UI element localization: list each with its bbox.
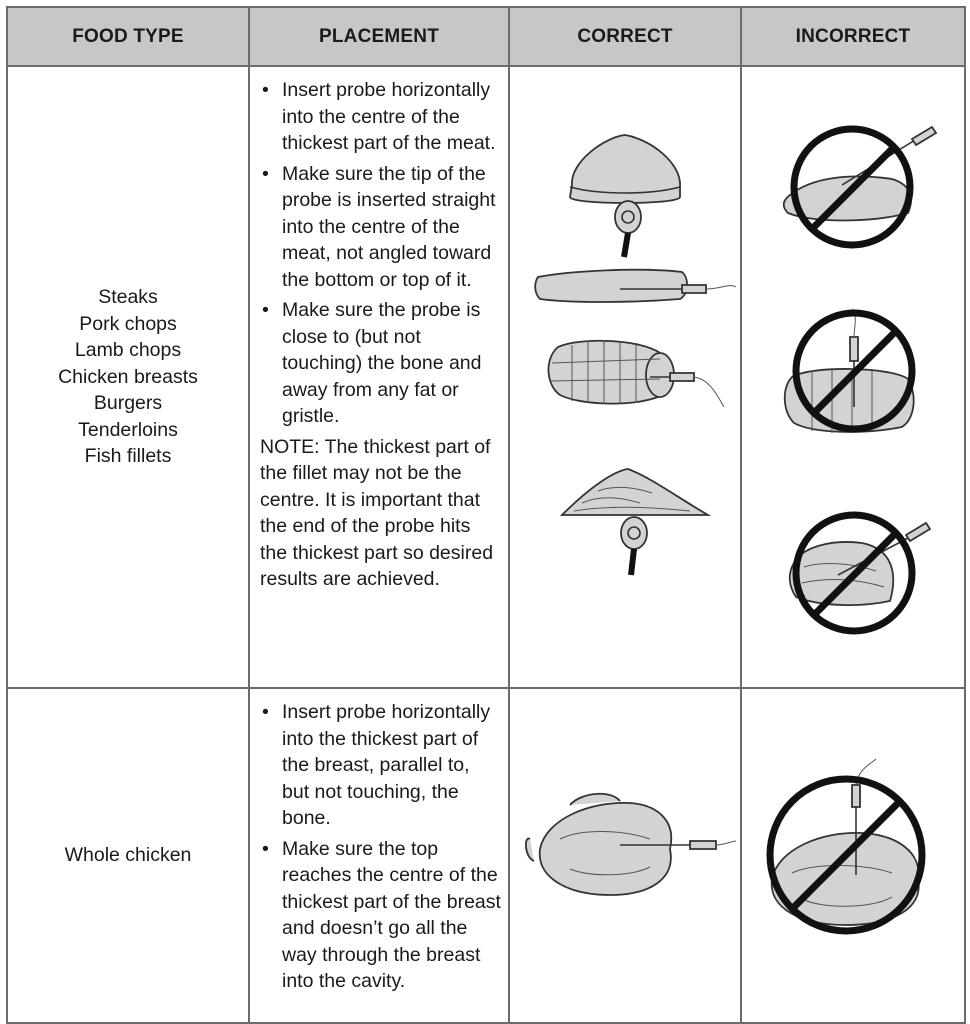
food-type-cell	[7, 688, 249, 1023]
steak-probe-side-icon	[535, 270, 736, 302]
tenderloin-probe-icon	[548, 340, 724, 407]
fillet-wrong-prohibited-icon	[790, 515, 930, 631]
placement-cell	[249, 688, 509, 1023]
correct-cell	[509, 66, 741, 688]
food-item: Tenderloins	[78, 418, 178, 441]
table-row	[7, 66, 965, 688]
placement-bullet: • Make sure the probe is close to (but not touching) the bone and away from any fat or gristle.	[260, 297, 502, 430]
correct-cell	[509, 688, 741, 1023]
fish-fillet-probe-icon	[562, 469, 708, 575]
placement-bullet: • Insert probe horizontally into the thickest part of the breast, parallel to, but not touching, the bone.	[260, 699, 502, 832]
food-item: Steaks	[98, 286, 158, 309]
placement-bullet: • Insert probe horizontally into the centre of the thickest part of the meat.	[260, 77, 502, 157]
header-row	[7, 7, 965, 66]
probe-placement-table	[6, 6, 966, 1024]
food-item: Chicken breasts	[58, 365, 198, 388]
placement-list	[260, 77, 502, 430]
table-row	[7, 688, 965, 1023]
food-type-cell	[7, 66, 249, 688]
food-item: Pork chops	[79, 312, 177, 335]
placement-bullet: • Make sure the top reaches the centre of the thickest part of the breast and doesn’t go all the way through the breast into the cavity.	[260, 836, 502, 995]
whole-chicken-wrong-prohibited-icon	[770, 759, 922, 931]
placement-cell	[249, 66, 509, 688]
header-incorrect: INCORRECT	[741, 7, 965, 66]
header-placement: PLACEMENT	[249, 7, 509, 66]
header-correct: CORRECT	[509, 7, 741, 66]
placement-list	[260, 699, 502, 995]
steak-probe-front-icon	[570, 135, 680, 257]
whole-chicken-probe-icon	[526, 794, 736, 895]
tenderloin-wrong-prohibited-icon	[785, 309, 914, 433]
food-item: Whole chicken	[64, 844, 192, 867]
incorrect-cell	[741, 66, 965, 688]
placement-bullet: • Make sure the tip of the probe is inserted straight into the centre of the meat, not angled toward the bottom or top of it.	[260, 161, 502, 294]
incorrect-cell	[741, 688, 965, 1023]
steak-wrong-prohibited-icon	[784, 127, 936, 245]
food-item: Lamb chops	[74, 339, 182, 362]
placement-note: NOTE: The thickest part of the fillet may not be the centre. It is important that the end of the probe hits the thickest part so desired results are achieved.	[260, 435, 494, 590]
food-item: Fish fillets	[84, 445, 172, 468]
food-item: Burgers	[93, 392, 163, 415]
header-food-type: FOOD TYPE	[7, 7, 249, 66]
